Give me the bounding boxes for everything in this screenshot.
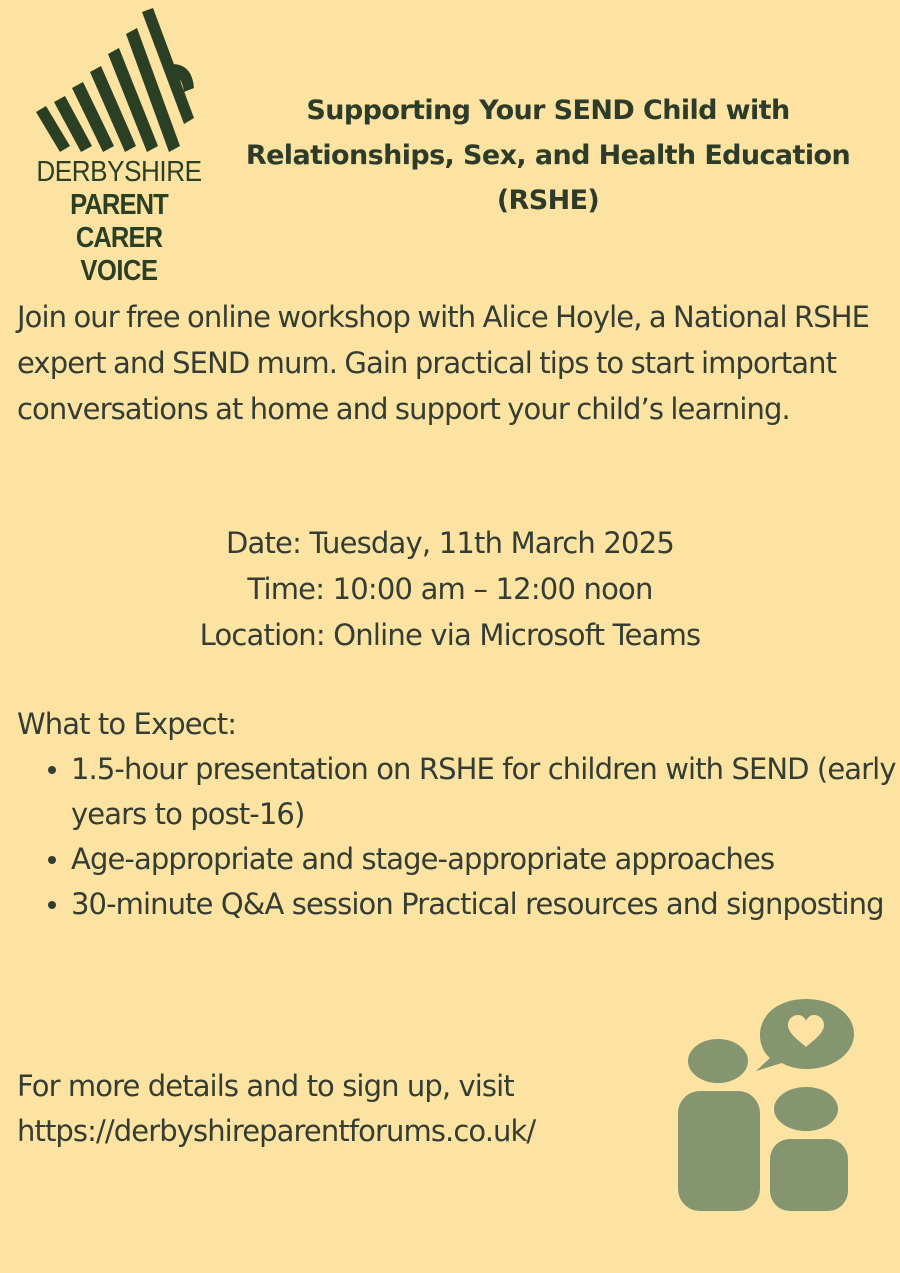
list-item-text: Age-appropriate and stage-appropriate approaches [71,842,775,876]
bullet-icon [48,856,56,864]
logo-line-voice: VOICE [80,255,158,287]
logo-stripes-icon [32,8,202,158]
logo-wordmark [14,156,224,288]
logo-line-derbyshire: DERBYSHIRE [36,156,202,188]
event-location: Location: Online via Microsoft Teams [199,618,701,652]
list-item [17,882,897,927]
intro-paragraph: Join our free online workshop with Alice Hoyle, a National RSHE expert and SEND mum. Gain practical tips to start important conversations at home and support your child’s learning. [17,300,870,426]
event-time: Time: 10:00 am – 12:00 noon [247,572,653,606]
expect-list [17,747,897,927]
page-title [228,88,868,223]
list-item [17,837,897,882]
bullet-icon [48,766,56,774]
signup-text: For more details and to sign up, visit [17,1069,514,1103]
title-line-3: (RSHE) [496,185,600,216]
organization-logo [14,8,224,287]
event-date: Date: Tuesday, 11th March 2025 [225,526,674,560]
title-line-2: Relationships, Sex, and Health Education [245,140,851,171]
expect-heading: What to Expect: [17,707,237,741]
signup-info [17,1064,697,1154]
parent-child-conversation-icon [670,995,870,1225]
what-to-expect-section [17,702,897,927]
logo-line-parent-carer: PARENT CARER [70,189,168,254]
bullet-icon [48,901,56,909]
title-line-1: Supporting Your SEND Child with [306,95,790,126]
signup-link[interactable]: https://derbyshireparentforums.co.uk/ [17,1114,536,1148]
list-item [17,747,897,837]
list-item-text: 1.5-hour presentation on RSHE for children with SEND (early years to post-16) [71,752,896,831]
list-item-text: 30-minute Q&A session Practical resources and signposting [71,887,884,921]
event-details [0,520,900,658]
